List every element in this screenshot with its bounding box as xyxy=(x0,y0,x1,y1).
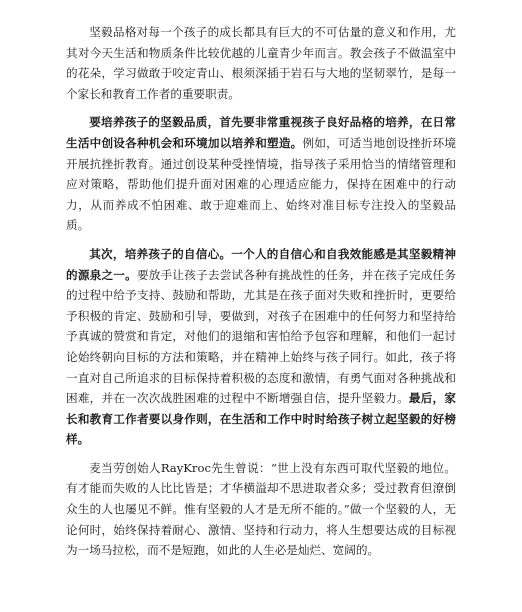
paragraph-2-text: 例如，可适当地创设挫折环境开展抗挫折教育。通过创设某种受挫情境，指导孩子采用恰当的情绪管理和应对策略，帮助他们提升面对困难的心理适应能力，保持在困难中的行动力，从而养成不怕困难、敢于迎难而上、始终对准目标专注投入的坚毅品质。 xyxy=(66,135,456,233)
paragraph-3-text: 要放手让孩子去尝试各种有挑战性的任务，并在孩子完成任务的过程中给予支持、鼓励和帮助，尤其是在孩子面对失败和挫折时，更要给予积极的肯定、鼓励和引导，要做到，对孩子在困难中的任何努力和坚持给予真诚的赞赏和肯定，对他们的退缩和害怕给予包容和理解，和他们一起讨论始终朝向目标的方法和策略，并在精神上始终与孩子同行。如此，孩子将一直对自己所追求的目标保持着积极的态度和激情，有勇气面对各种挑战和困难，并在一次次战胜困难的过程中不断增强自信，提升坚毅力。 xyxy=(66,267,456,406)
paragraph-3-bold-tail: 最后，家长和教育工作者要以身作则，在生活和工作中时时给孩子树立起坚毅的好榜样。 xyxy=(66,391,456,447)
paragraph-2 xyxy=(66,112,456,236)
paragraph-2-bold-lead: 要培养孩子的坚毅品质，首先要非常重视孩子良好品格的培养，在日常生活中创设各种机会和环境加以培养和塑造。 xyxy=(66,115,456,150)
paragraph-3-bold-lead: 其次，培养孩子的自信心。一个人的自信心和自我效能感是其坚毅精神的源泉之一。 xyxy=(66,246,456,282)
paragraph-4-text: 麦当劳创始人RayKroc先生曾说：“世上没有东西可取代坚毅的地位。有才能而失败的人比比皆是；才华横溢却不思进取者众多；受过教育但潦倒众生的人也屡见不鲜。惟有坚毅的人才是无所不能的。”做一个坚毅的人，无论何时，始终保持着耐心、激情、坚持和行动力，将人生想要达成的目标视为一场马拉松，而不是短跑，如此的人生必是灿烂、宽阔的。 xyxy=(66,460,456,558)
paragraph-3 xyxy=(66,244,456,450)
paragraph-1-text: 坚毅品格对每一个孩子的成长都具有巨大的不可估量的意义和作用，尤其对今天生活和物质条件比较优越的儿童青少年而言。教会孩子不做温室中的花朵，学习做敢于咬定青山、根须深插于岩石与大地的坚韧翠竹，是每一个家长和教育工作者的重要职责。 xyxy=(66,25,456,101)
paragraph-1 xyxy=(66,22,456,104)
paragraph-4 xyxy=(66,458,456,561)
